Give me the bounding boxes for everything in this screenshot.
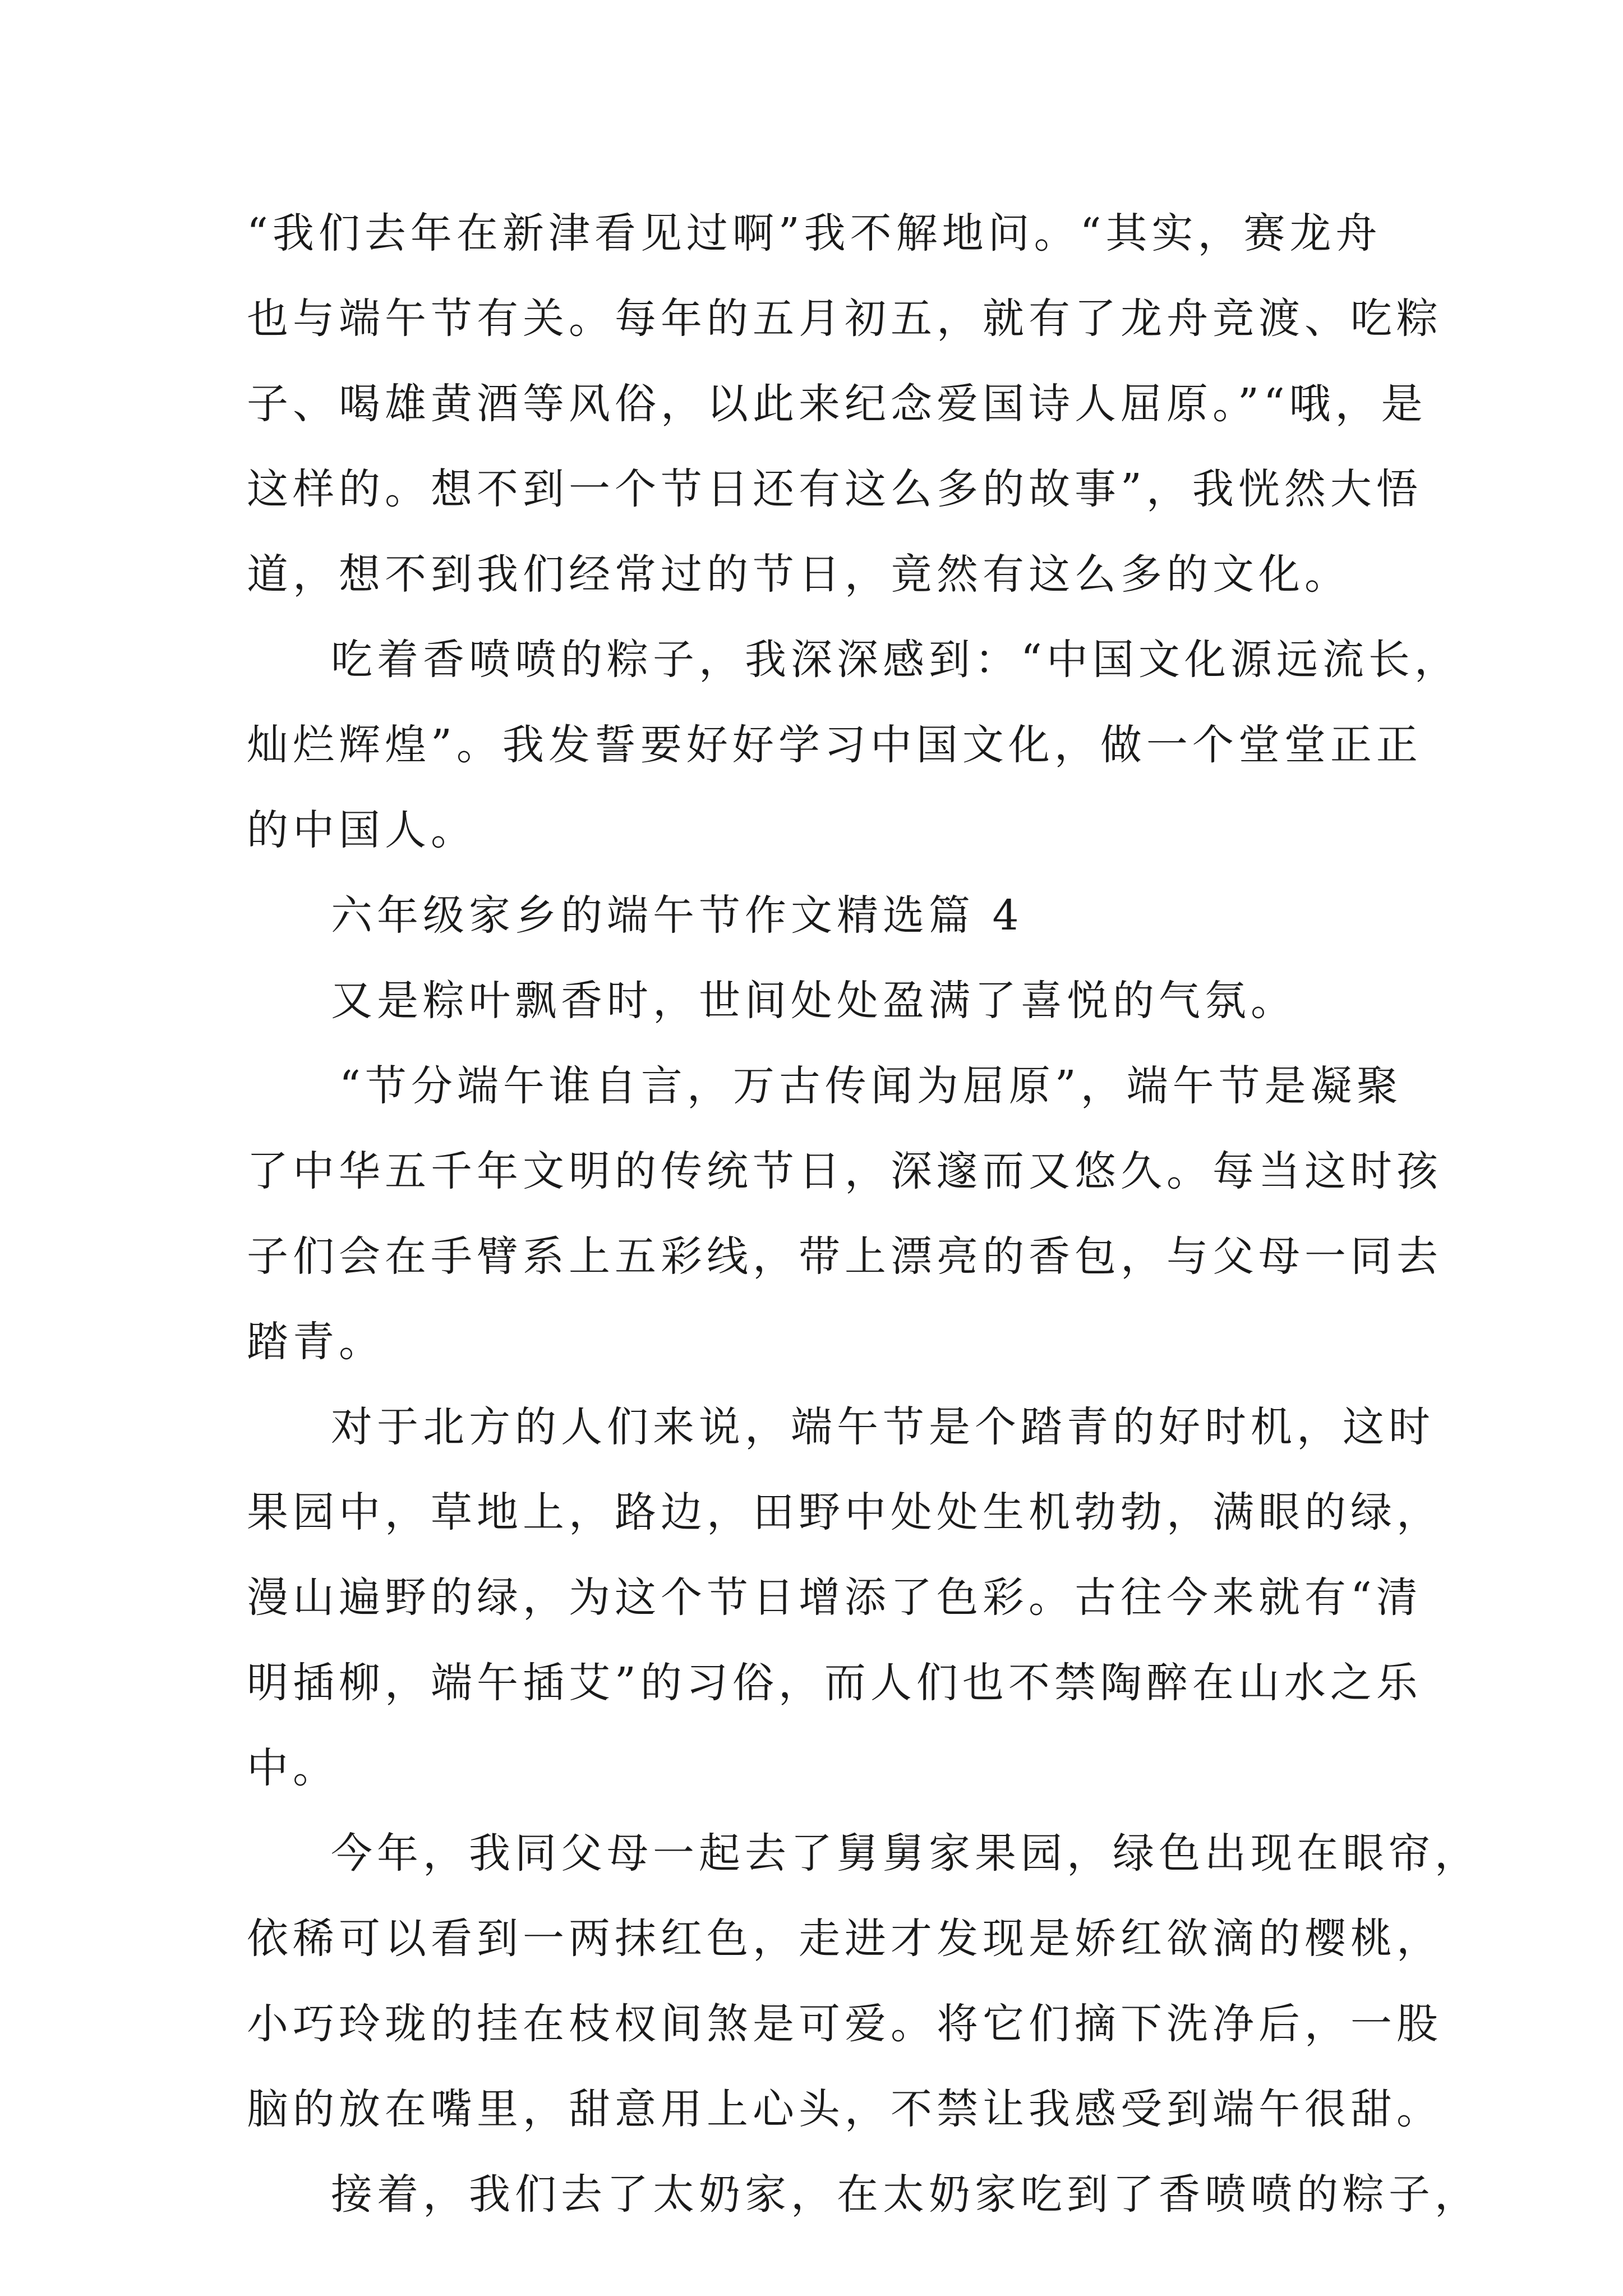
essay-body [247,191,1481,2237]
paragraph-start-line: 对于北方的人们来说，端午节是个踏青的好时机，这时 [331,1403,1435,1451]
text-line: 这样的。想不到一个节日还有这么多的故事”，我恍然大悟 [247,465,1422,513]
text-line: 中。 [247,1744,339,1792]
text-line: 道，想不到我们经常过的节日，竟然有这么多的文化。 [247,550,1350,599]
text-line: 脑的放在嘴里，甜意用上心头，不禁让我感受到端午很甜。 [247,2085,1442,2133]
text-line: 依稀可以看到一两抹红色，走进才发现是娇红欲滴的樱桃， [247,1915,1442,1963]
paragraph-start-line: 又是粽叶飘香时，世间处处盈满了喜悦的气氛。 [331,977,1297,1025]
text-line: 也与端午节有关。每年的五月初五，就有了龙舟竞渡、吃粽 [247,295,1442,343]
paragraph-start-line: 吃着香喷喷的粽子，我深深感到：“中国文化源远流长， [331,636,1460,684]
text-line: 漫山遍野的绿，为这个节日增添了色彩。古往今来就有“清 [247,1573,1422,1622]
text-line: 灿烂辉煌”。我发誓要好好学习中国文化，做一个堂堂正正 [247,721,1422,769]
paragraph-start-line: 接着，我们去了太奶家，在太奶家吃到了香喷喷的粽子， [331,2170,1481,2219]
text-line: 的中国人。 [247,806,477,854]
section-heading: 六年级家乡的端午节作文精选篇 4 [331,891,1023,940]
text-line: 了中华五千年文明的传统节日，深邃而又悠久。每当这时孩 [247,1147,1442,1195]
text-line: 明插柳，端午插艾”的习俗，而人们也不禁陶醉在山水之乐 [247,1659,1422,1707]
paragraph-start-line: 今年，我同父母一起去了舅舅家果园，绿色出现在眼帘， [331,1829,1481,1878]
text-line: “我们去年在新津看见过啊”我不解地问。“其实，赛龙舟 [247,209,1382,257]
text-line: 子们会在手臂系上五彩线，带上漂亮的香包，与父母一同去 [247,1232,1442,1281]
text-line: 果园中，草地上，路边，田野中处处生机勃勃，满眼的绿， [247,1488,1442,1536]
text-line: 子、喝雄黄酒等风俗，以此来纪念爱国诗人屈原。”“哦，是 [247,380,1427,428]
paragraph-start-line: “节分端午谁自言，万古传闻为屈原”，端午节是凝聚 [339,1062,1403,1110]
text-line: 踏青。 [247,1318,385,1366]
text-line: 小巧玲珑的挂在枝杈间煞是可爱。将它们摘下洗净后，一股 [247,2000,1442,2048]
